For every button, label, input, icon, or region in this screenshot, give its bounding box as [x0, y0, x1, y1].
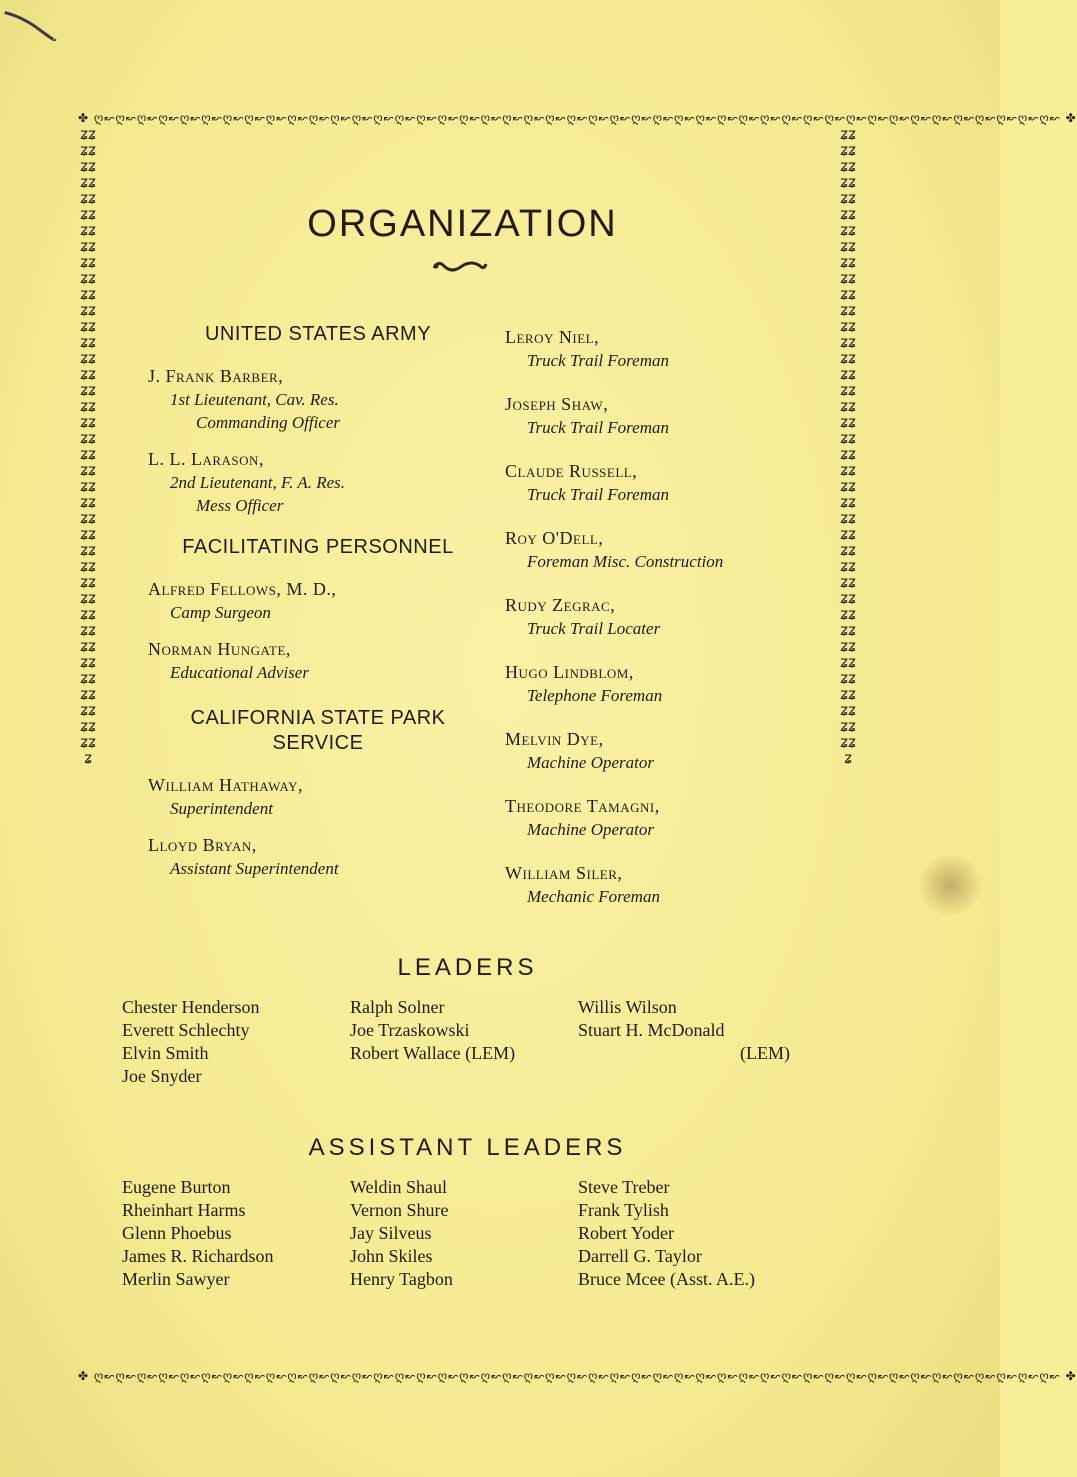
left-column: [148, 322, 488, 880]
person-rank: 2nd Lieutenant, F. A. Res.: [170, 473, 346, 492]
park-heading-line: CALIFORNIA STATE PARK: [190, 707, 446, 729]
person-name: Norman Hungate,: [148, 639, 291, 659]
foreman-entry: [505, 527, 825, 573]
assistant-leaders-column-3: [578, 1176, 755, 1291]
person-name: Theodore Tamagni,: [505, 796, 660, 816]
leader-name: Elvin Smith: [122, 1043, 209, 1063]
assistant-leader-name: Glenn Phoebus: [122, 1223, 232, 1243]
bottom-ornament-border: ✤ ღ↜ღ↜ღ↜ღ↜ღ↜ღ↜ღ↜ღ↜ღ↜ღ↜ღ↜ღ↜ღ↜ღ↜ღ↜ღ↜ღ↜ღ↜ღ↜ღ↜ღ↜ღ↜ღ↜ღ↜ღ↜ღ↜ღ↜ღ↜ღ↜ღ↜ღ↜ღ↜ღ↜ღ↜ღ↜ღ↜ღ↜ღ↜ღ↜ღ↜ღ↜ღ↜ღ↜ღ↜ღ↜ ✤: [78, 1369, 1077, 1383]
foreman-entry: [505, 795, 825, 841]
leader-name: Everett Schlechty: [122, 1020, 250, 1040]
person-role: Truck Trail Locater: [527, 619, 661, 638]
assistant-leader-name: Bruce Mcee (Asst. A.E.): [578, 1269, 755, 1289]
leader-name: Stuart H. McDonald: [578, 1020, 725, 1040]
left-ornament-border: ʑʑʑʑʑʑʑʑʑʑʑʑʑʑʑʑʑʑʑʑʑʑʑʑʑʑʑʑʑʑʑʑʑʑʑʑʑʑʑʑʑʑʑʑʑʑʑʑʑʑʑʑʑʑʑʑʑʑʑʑʑʑʑʑʑʑʑʑʑʑʑʑʑʑʑʑʑʑʑ: [80, 125, 96, 767]
leaders-column-2: [350, 996, 515, 1065]
army-entry: [148, 365, 488, 434]
assistant-leader-name: Merlin Sawyer: [122, 1269, 230, 1289]
assistant-leader-name: Frank Tylish: [578, 1200, 669, 1220]
person-rank: 1st Lieutenant, Cav. Res.: [170, 390, 339, 409]
assistant-leader-name: Henry Tagbon: [350, 1269, 453, 1289]
army-entry: [148, 448, 488, 517]
person-role: Mess Officer: [196, 496, 284, 515]
person-name: Lloyd Bryan,: [148, 835, 257, 855]
facilitating-heading: FACILITATING PERSONNEL: [182, 536, 454, 558]
person-role: Foreman Misc. Construction: [527, 552, 724, 571]
person-role: Camp Surgeon: [170, 603, 271, 622]
person-role: Assistant Superintendent: [170, 859, 339, 878]
foreman-entry: [505, 594, 825, 640]
leader-name: Robert Wallace (LEM): [350, 1043, 516, 1063]
assistant-leader-name: John Skiles: [350, 1246, 433, 1266]
leader-name: Willis Wilson: [578, 997, 677, 1017]
foreman-entry: [505, 661, 825, 707]
assistant-leaders-heading: ASSISTANT LEADERS: [308, 1134, 627, 1161]
person-name: J. Frank Barber,: [148, 366, 284, 386]
right-column: [505, 326, 825, 908]
person-name: L. L. Larason,: [148, 449, 264, 469]
person-role: Machine Operator: [527, 820, 655, 839]
person-name: Alfred Fellows, M. D.,: [148, 579, 337, 599]
leaders-column-3: [578, 996, 790, 1065]
assistant-leader-name: James R. Richardson: [122, 1246, 274, 1266]
page-title: ORGANIZATION: [307, 203, 618, 246]
park-entry: [148, 774, 488, 820]
person-role: Truck Trail Foreman: [527, 485, 669, 504]
assistant-leaders-column-2: [350, 1176, 453, 1291]
assistant-leader-name: Jay Silveus: [350, 1223, 432, 1243]
assistant-leader-name: Robert Yoder: [578, 1223, 675, 1243]
right-ornament-border: ʑʑʑʑʑʑʑʑʑʑʑʑʑʑʑʑʑʑʑʑʑʑʑʑʑʑʑʑʑʑʑʑʑʑʑʑʑʑʑʑʑʑʑʑʑʑʑʑʑʑʑʑʑʑʑʑʑʑʑʑʑʑʑʑʑʑʑʑʑʑʑʑʑʑʑʑʑʑʑ: [840, 125, 856, 767]
assistant-leader-name: Vernon Shure: [350, 1200, 449, 1220]
person-name: Rudy Zegrac,: [505, 595, 616, 615]
person-role: Telephone Foreman: [527, 686, 663, 705]
leader-name: (LEM): [740, 1043, 790, 1063]
assistant-leaders-column-1: [122, 1176, 273, 1291]
foreman-entry: [505, 393, 825, 439]
person-name: William Siler,: [505, 863, 623, 883]
assistant-leader-name: Steve Treber: [578, 1177, 670, 1197]
park-heading: [148, 706, 488, 756]
leader-name: Ralph Solner: [350, 997, 445, 1017]
assistant-leader-name: Rheinhart Harms: [122, 1200, 246, 1220]
person-role: Superintendent: [170, 799, 273, 818]
foreman-entry: [505, 728, 825, 774]
flourish-ornament: [430, 256, 490, 276]
person-name: William Hathaway,: [148, 775, 304, 795]
stain: [915, 855, 985, 915]
army-heading: UNITED STATES ARMY: [204, 323, 432, 345]
facilitating-entry: [148, 638, 488, 684]
person-role: Truck Trail Foreman: [527, 351, 669, 370]
person-role: Machine Operator: [527, 753, 655, 772]
assistant-leader-name: Darrell G. Taylor: [578, 1246, 702, 1266]
person-name: Melvin Dye,: [505, 729, 604, 749]
leaders-heading: LEADERS: [397, 954, 538, 981]
foreman-entry: [505, 862, 825, 908]
top-ornament-border: ✤ ღ↜ღ↜ღ↜ღ↜ღ↜ღ↜ღ↜ღ↜ღ↜ღ↜ღ↜ღ↜ღ↜ღ↜ღ↜ღ↜ღ↜ღ↜ღ↜ღ↜ღ↜ღ↜ღ↜ღ↜ღ↜ღ↜ღ↜ღ↜ღ↜ღ↜ღ↜ღ↜ღ↜ღ↜ღ↜ღ↜ღ↜ღ↜ღ↜ღ↜ღ↜ღ↜ღ↜ღ↜ღ↜ ✤: [78, 111, 1077, 125]
leader-name: Joe Snyder: [122, 1066, 202, 1086]
leader-name: Chester Henderson: [122, 997, 260, 1017]
person-role: Truck Trail Foreman: [527, 418, 669, 437]
assistant-leader-name: Weldin Shaul: [350, 1177, 448, 1197]
leaders-column-1: [122, 996, 259, 1088]
person-role: Commanding Officer: [196, 413, 341, 432]
person-name: Hugo Lindblom,: [505, 662, 634, 682]
foreman-entry: [505, 326, 825, 372]
park-entry: [148, 834, 488, 880]
person-role: Mechanic Foreman: [527, 887, 660, 906]
person-name: Leroy Niel,: [505, 327, 600, 347]
person-name: Roy O'Dell,: [505, 528, 604, 548]
person-name: Claude Russell,: [505, 461, 638, 481]
foreman-entry: [505, 460, 825, 506]
person-role: Educational Adviser: [170, 663, 309, 682]
facilitating-entry: [148, 578, 488, 624]
assistant-leader-name: Eugene Burton: [122, 1177, 231, 1197]
person-name: Joseph Shaw,: [505, 394, 609, 414]
corner-smudge: [0, 8, 61, 42]
park-heading-line: SERVICE: [272, 732, 364, 754]
leader-name: Joe Trzaskowski: [350, 1020, 470, 1040]
